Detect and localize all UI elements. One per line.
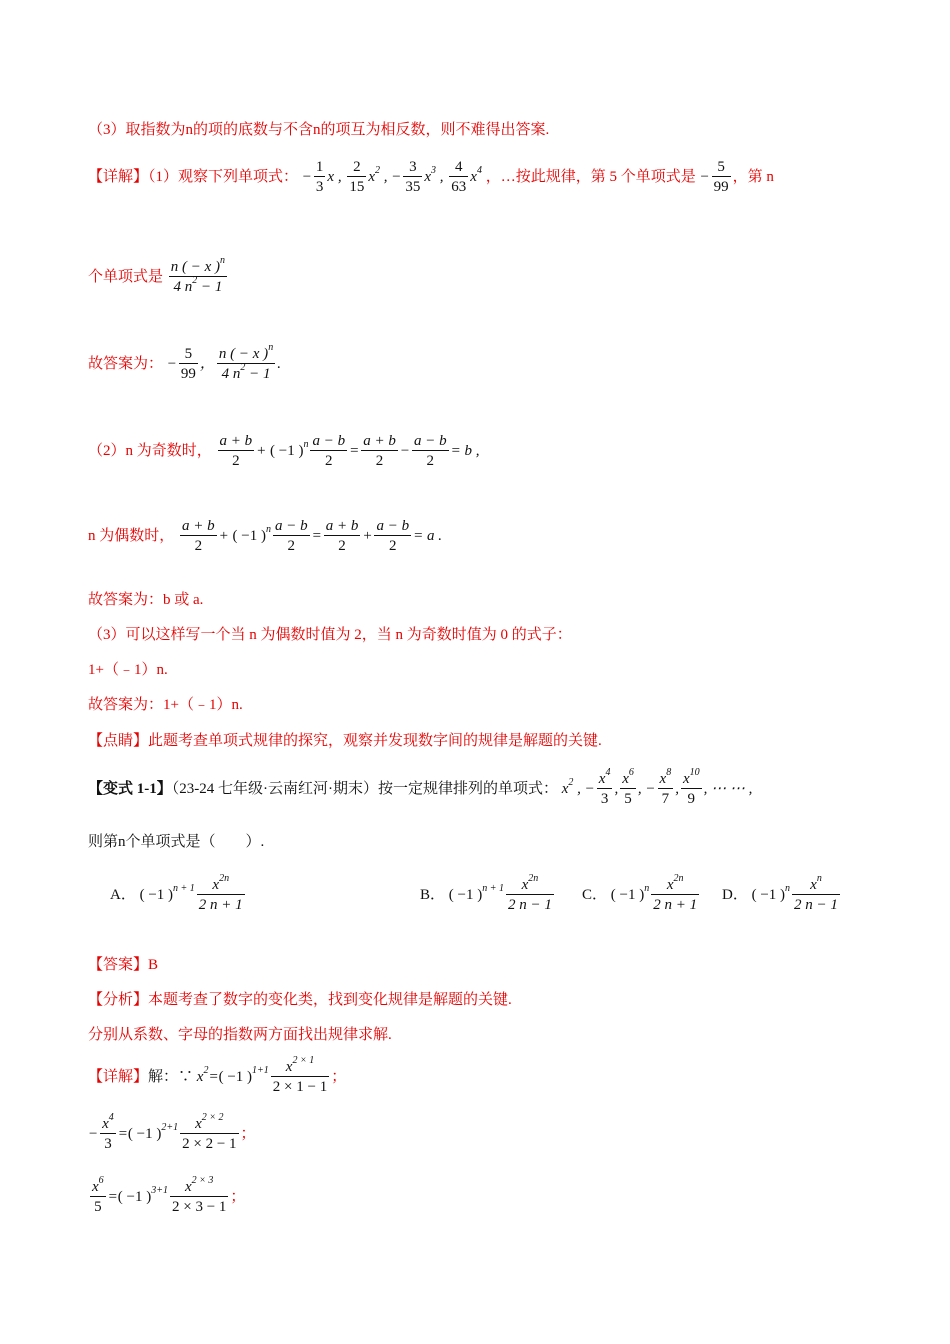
detail-line [88, 158, 774, 197]
analysis-tag: 【分析】 [88, 992, 149, 1008]
variant-line [88, 767, 753, 809]
math-step-2: − $\frac{x^4}{3}$ =( −1 )$^{2+1}$ $\frac{x^{2 \times 2}}{2 \times 2 - 1}$ [88, 1112, 237, 1152]
detail-intro: （1）观察下列单项式： [148, 168, 299, 185]
math-ans1: − $\frac{5}{99}$ ， $\frac{n ( - x )^n}{4 n^2 - 1}$ . [166, 342, 281, 382]
text-line: 则第n个单项式是（ ）. [88, 834, 265, 850]
option-a[interactable] [110, 873, 247, 915]
option-d-label: D． [722, 886, 748, 903]
text-line: 故答案为：b 或 a. [88, 592, 204, 608]
detail-tag: 【详解】 [88, 168, 149, 185]
math-step-3: $\frac{x^6}{5}$ =( −1 )$^{3+1}$ $\frac{x^{2 \times 3}}{2 \times 3 - 1}$ [92, 1175, 227, 1215]
step-2-line: − $\frac{x^4}{3}$ =( −1 )$^{2+1}$ $\frac{x^{2 \times 2}}{2 \times 2 - 1}$ ； [88, 1112, 256, 1152]
text-line: 1+（﹣1）n. [88, 662, 168, 678]
detail-end: ，第 n [732, 168, 774, 185]
option-d[interactable] [722, 873, 842, 915]
variant-tag: 【变式 1-1】 [88, 780, 172, 797]
text-line: （3）取指数为n的项的底数与不含n的项互为相反数，则不难得出答案. [88, 122, 550, 138]
detail-mid: ，…按此规律，第 5 个单项式是 [485, 168, 696, 185]
math-variant-sequence: $x^2$ , − $\frac{x^4}{3}$ , $\frac{x^6}{5}$ , − $\frac{x^8}{7}$ , $\frac{x^{10}}{9}$ , ⋯ ⋯ , [561, 767, 753, 807]
option-a-label: A． [110, 886, 136, 903]
math-sequence: − $\frac{1}{3}$ x , $\frac{2}{15}$ $x^2$ , − $\frac{3}{35}$ $x^3$ , $\frac{4}{63}$ $x^4$ [301, 159, 482, 195]
answer-line-1 [88, 342, 281, 384]
math-part2-even: $\frac{a + b}{2}$ + ( −1 )$^n$ $\frac{a - b}{2}$ = $\frac{a + b}{2}$ + $\frac{a - b}{2}$ = a . [182, 518, 442, 554]
math-option-d: ( −1 )$^n$ $\frac{x^n}{2 n - 1}$ [751, 873, 838, 913]
answer-line: 【答案】B [88, 957, 159, 973]
part2-even-line [88, 517, 442, 556]
text-line: 故答案为：1+（﹣1）n. [88, 697, 243, 713]
math-fifth: − $\frac{5}{99}$ [699, 159, 729, 195]
part2-odd-line [88, 432, 479, 471]
math-nth-term: $\frac{n ( - x )^n}{4 n^2 - 1}$ [170, 255, 226, 295]
nth-prefix: 个单项式是 [88, 268, 164, 285]
option-b[interactable] [420, 873, 556, 915]
detail2-line: 【详解】解：∵ $x^2=( -1$ )$^{1+1}$ $\frac{x^{2 \times 1}}{2 \times 1 - 1}$ ； [88, 1055, 347, 1095]
comment-text: 此题考查单项式规律的探究，观察并发现数字间的规律是解题的关键. [148, 733, 602, 749]
detail2-tag: 【详解】 [88, 1068, 149, 1085]
nth-line [88, 255, 229, 297]
ans1-prefix: 故答案为： [88, 355, 164, 372]
detail2-intro: 解：∵ [148, 1068, 194, 1085]
analysis-text: 本题考查了数字的变化类，找到变化规律是解题的关键. [148, 992, 512, 1008]
text-line: 分别从系数、字母的指数两方面找出规律求解. [88, 1027, 392, 1043]
step-3-line: $\frac{x^6}{5}$ =( −1 )$^{3+1}$ $\frac{x^{2 \times 3}}{2 \times 3 - 1}$ ； [88, 1178, 245, 1217]
text-line: （3）可以这样写一个当 n 为偶数时值为 2，当 n 为奇数时值为 0 的式子： [88, 627, 572, 643]
variant-source: （23-24 七年级·云南红河·期末）按一定规律排列的单项式： [171, 780, 558, 797]
comment-line [88, 729, 602, 750]
part2-even-text: n 为偶数时， [88, 527, 175, 544]
math-option-c: ( −1 )$^n$ $\frac{x^{2n}}{2 n + 1}$ [610, 873, 698, 913]
math-step-1: $x^2=( -1$ )$^{1+1}$ $\frac{x^{2 \times 1}}{2 \times 1 - 1}$ [196, 1055, 328, 1095]
math-option-a: ( −1 )$^{n + 1}$ $\frac{x^{2n}}{2 n + 1}$ [139, 873, 243, 913]
option-c[interactable] [582, 873, 701, 915]
math-option-b: ( −1 )$^{n + 1}$ $\frac{x^{2n}}{2 n - 1}$ [448, 873, 552, 913]
analysis-line [88, 988, 512, 1009]
part2-odd-text: （2）n 为奇数时， [88, 442, 212, 459]
option-c-label: C． [582, 886, 608, 903]
comment-tag: 【点睛】 [88, 733, 149, 749]
math-part2-odd: $\frac{a + b}{2}$ + ( −1 )$^n$ $\frac{a - b}{2}$ = $\frac{a + b}{2}$ − $\frac{a - b}{2}$ = b , [219, 433, 480, 469]
option-b-label: B． [420, 886, 446, 903]
